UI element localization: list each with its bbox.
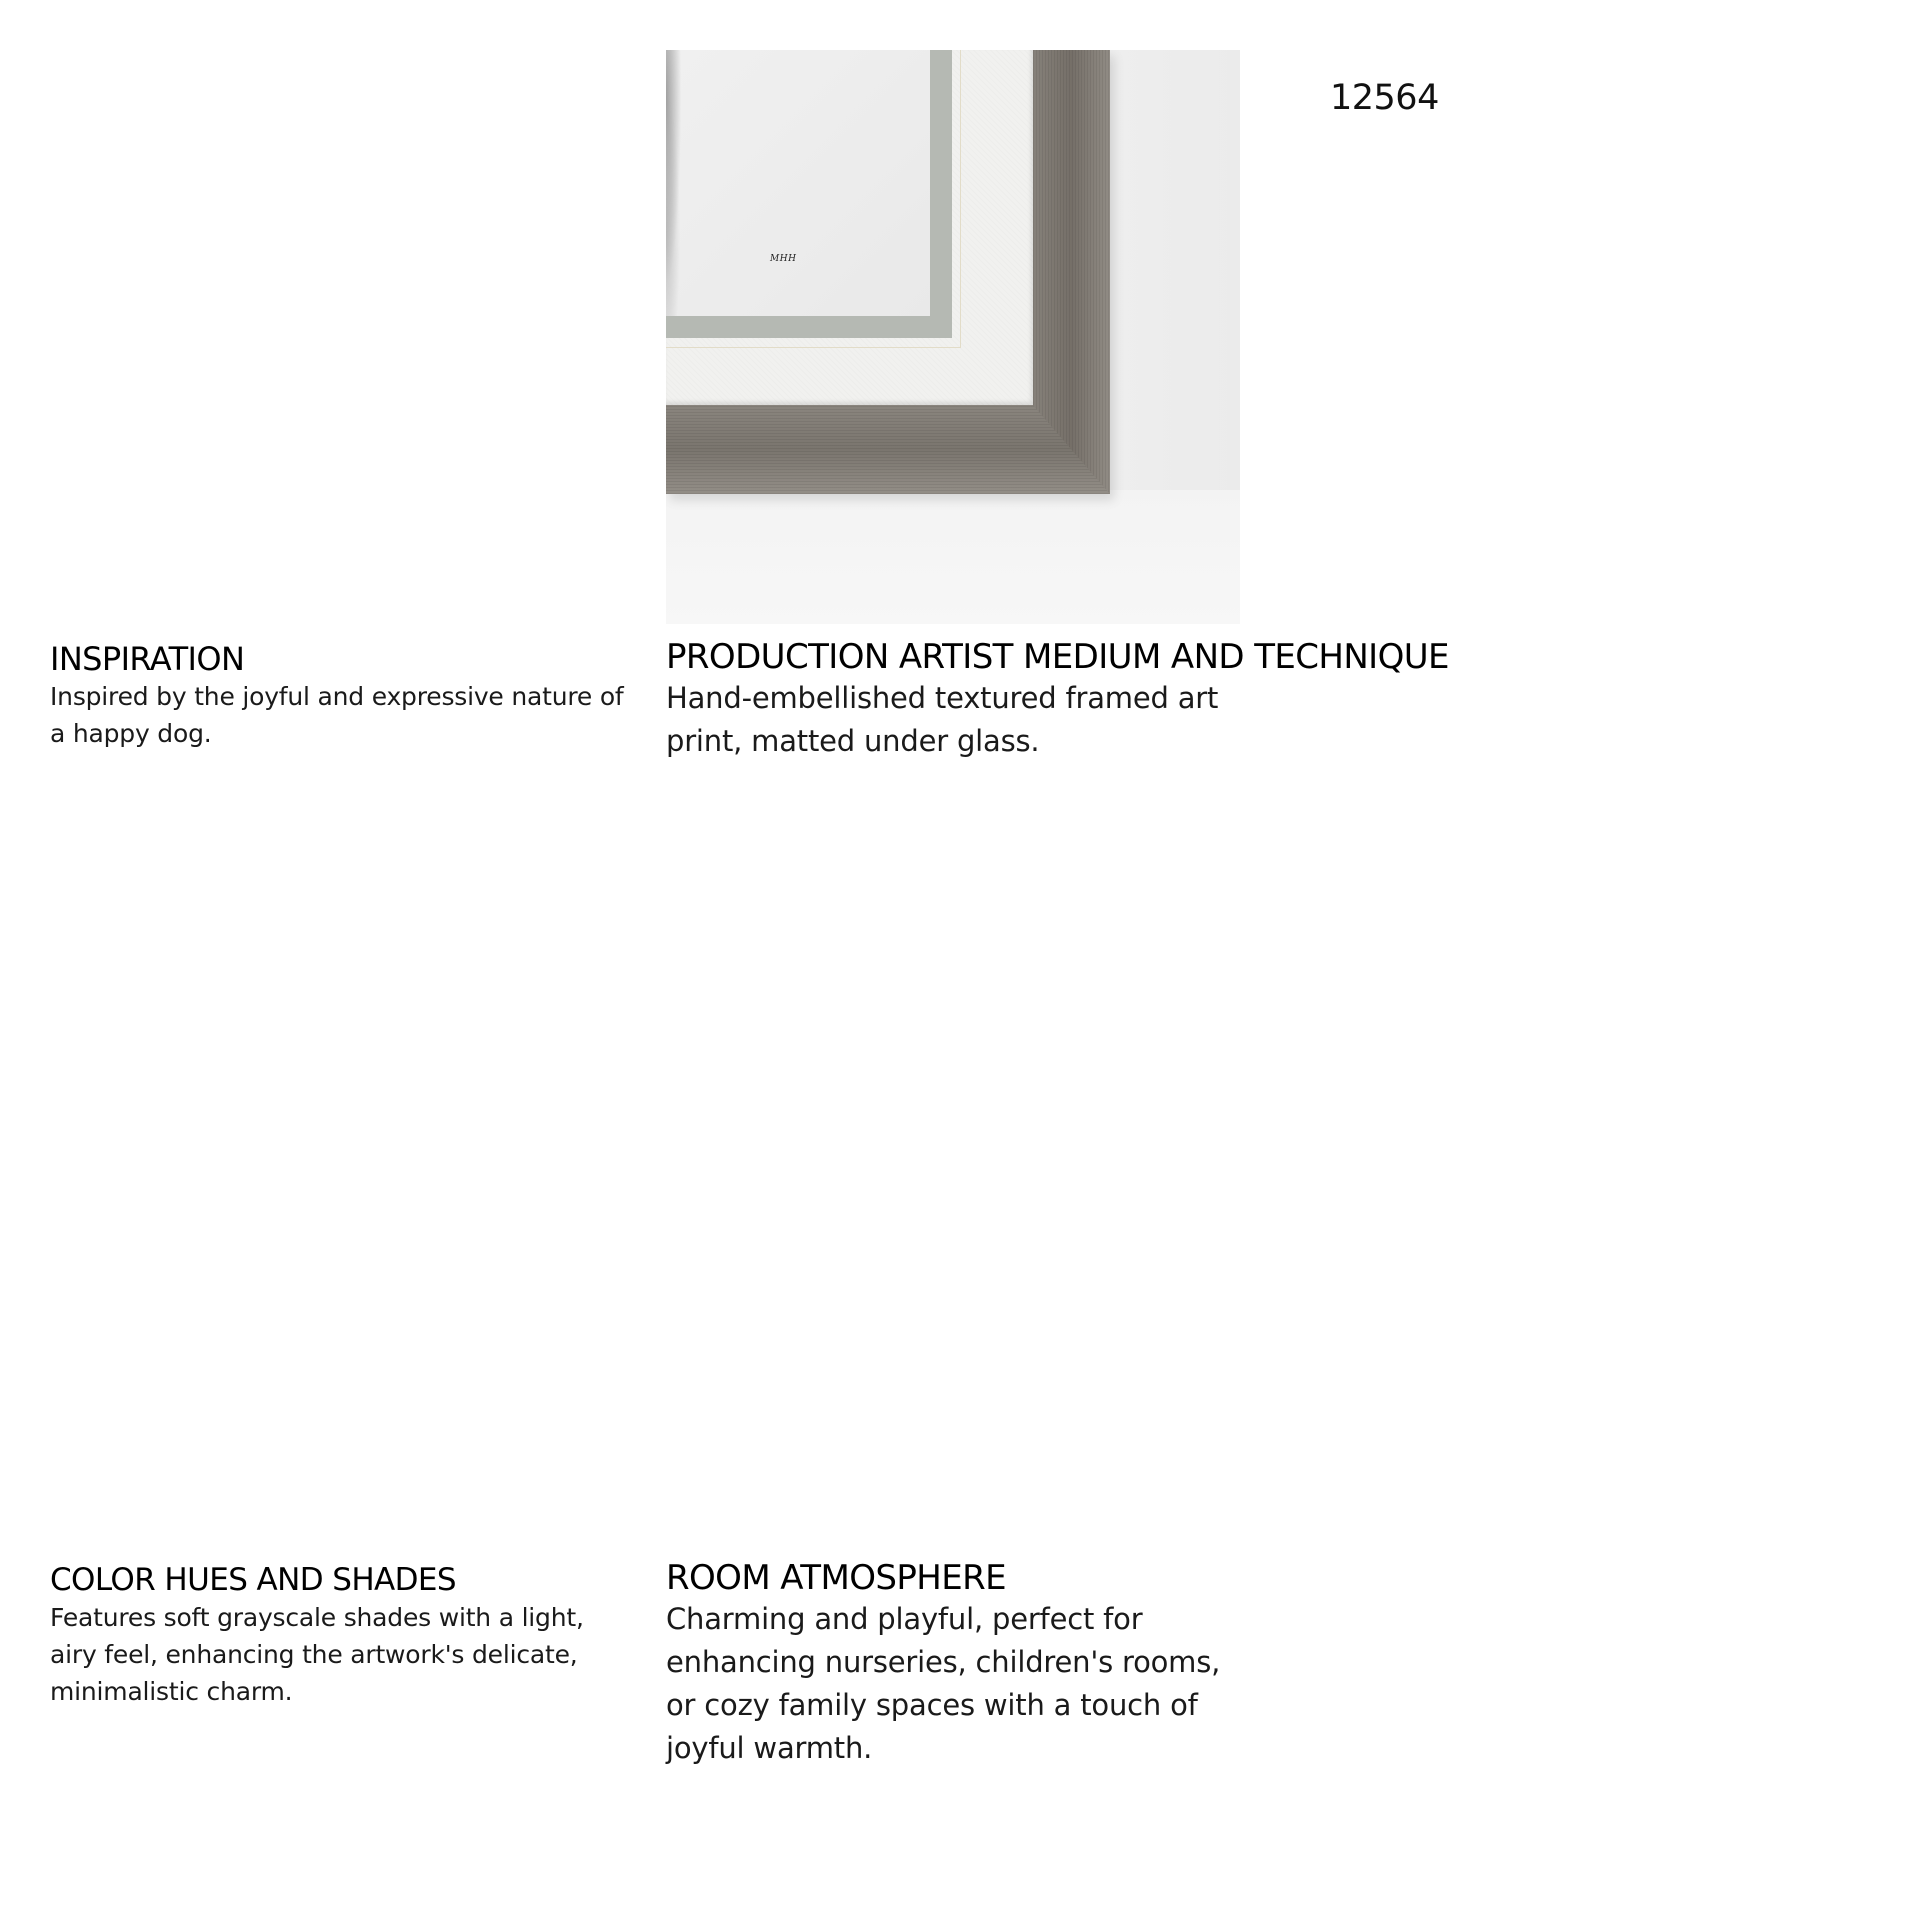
color-heading: COLOR HUES AND SHADES bbox=[50, 1562, 456, 1598]
picture-frame bbox=[666, 50, 1110, 494]
frame-bottom-rail bbox=[666, 405, 1110, 494]
color-section bbox=[50, 1561, 650, 1710]
color-line: Features soft grayscale shades with a light, bbox=[50, 1603, 584, 1632]
room-atmosphere-line: or cozy family spaces with a touch of bbox=[666, 1688, 1198, 1722]
room-atmosphere-line: enhancing nurseries, children's rooms, bbox=[666, 1645, 1221, 1679]
production-heading: PRODUCTION ARTIST MEDIUM AND TECHNIQUE bbox=[666, 637, 1449, 677]
product-code: 12564 bbox=[1330, 78, 1439, 118]
production-text bbox=[666, 677, 1226, 763]
inspiration-heading: INSPIRATION bbox=[50, 640, 245, 678]
room-atmosphere-line: joyful warmth. bbox=[666, 1731, 873, 1765]
room-atmosphere-section bbox=[666, 1558, 1266, 1770]
color-text bbox=[50, 1599, 610, 1710]
room-atmosphere-text bbox=[666, 1598, 1226, 1770]
inspiration-line: a happy dog. bbox=[50, 719, 212, 748]
art-print bbox=[666, 50, 930, 316]
production-line: print, matted under glass. bbox=[666, 724, 1040, 758]
sketch-stroke bbox=[666, 50, 684, 316]
color-line: airy feel, enhancing the artwork's delicate, bbox=[50, 1640, 578, 1669]
wall-background bbox=[666, 490, 1240, 624]
room-atmosphere-line: Charming and playful, perfect for bbox=[666, 1602, 1143, 1636]
color-line: minimalistic charm. bbox=[50, 1677, 293, 1706]
production-section bbox=[666, 637, 1466, 763]
inspiration-line: Inspired by the joyful and expressive nature of bbox=[50, 682, 624, 711]
room-atmosphere-heading: ROOM ATMOSPHERE bbox=[666, 1558, 1007, 1598]
artist-signature: MHH bbox=[770, 254, 797, 264]
inspiration-text bbox=[50, 678, 650, 752]
production-line: Hand-embellished textured framed art bbox=[666, 681, 1219, 715]
inspiration-section bbox=[50, 640, 650, 752]
inner-mat bbox=[666, 50, 952, 338]
outer-mat bbox=[666, 50, 1033, 405]
framed-artwork-image bbox=[666, 50, 1240, 624]
